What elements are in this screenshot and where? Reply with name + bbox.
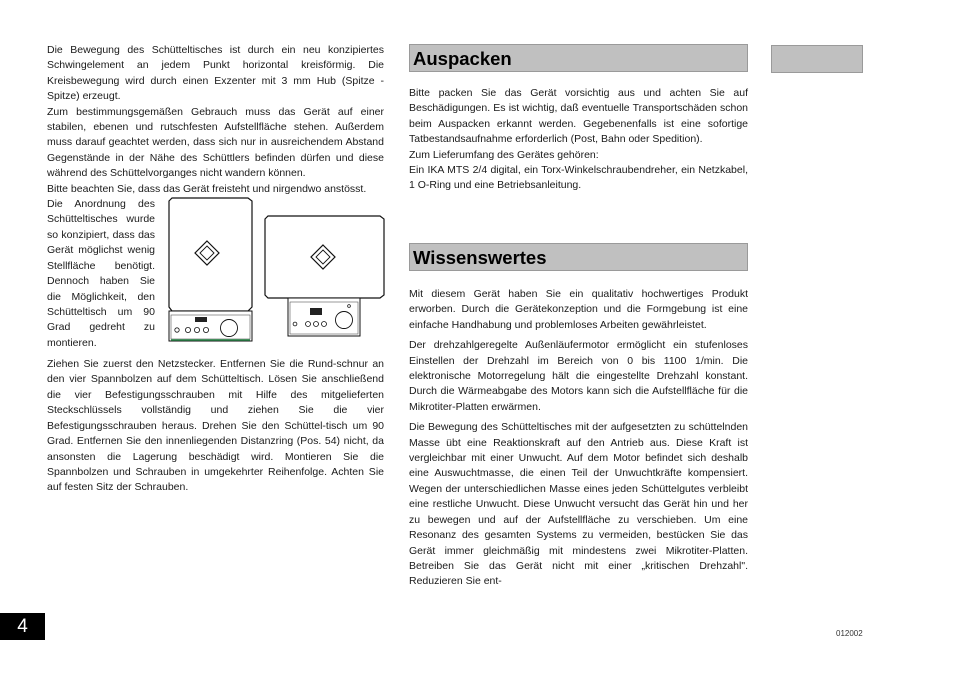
- paragraph-delivery-scope: Zum Lieferumfang des Gerätes gehören:: [409, 148, 599, 161]
- page-number: 4: [0, 613, 45, 640]
- paragraph-imbalance: Die Bewegung des Schütteltisches mit der aufgesetzten zu schüttelnden Masse übt eine Reaktionskraft auf den Antrieb aus. Diese Kraft ist vergleichbar mit einer Unwucht. Auf dem Motor befindet sich deshalb eine Auswuchtmasse, die einen Teil der Unwuchtkräfte kompensiert. Wegen der unterschiedlichen Masse eines jeden Schüttelgutes verbleibt eine restliche Unwucht. Diese Unwucht versucht das Gerät hin und her zu bewegen und auf der Aufstellfläche zu verschieben. Um eine Resonanz des gesamten Systems zu vermeiden, bestücken Sie das Gerät immer gleichmäßig mit mindestens zwei Mikrotiter-Platten. Betreiben Sie das Gerät nicht mit einer „kritischen Drehzahl". Reduzieren Sie ent-: [409, 421, 748, 588]
- footer-code: 012002: [836, 629, 863, 638]
- heading-auspacken: Auspacken: [409, 44, 748, 72]
- heading-wissenswertes: Wissenswertes: [409, 243, 748, 271]
- section-wissenswertes: [409, 243, 748, 590]
- paragraph-movement: Die Bewegung des Schütteltisches ist durch ein neu konzipiertes Schwingelement an jedem Punkt horizontal kreisförmig. Die Kreisbewegung wird durch einen Exzenter mit 3 mm Hub (Spitze - Spitze) erzeugt.: [47, 44, 384, 103]
- right-column-tab: [771, 45, 863, 73]
- paragraph-free-standing: Bitte beachten Sie, dass das Gerät freisteht und nirgendwo anstösst.: [47, 182, 367, 195]
- shaker-portrait-figure: [166, 197, 256, 349]
- paragraph-installation: Zum bestimmungsgemäßen Gebrauch muss das Gerät auf einer stabilen, ebenen und rutschfesten Aufstellfläche stehen. Außerdem muss darauf geachtet werden, dass sich nur in ausreichendem Abstand Gegenstände in der Nähe des Schüttlers befinden dürfen und diese während des Schüttelvorganges nicht wandern können.: [47, 105, 384, 180]
- wrap-text: [47, 197, 155, 351]
- paragraph-rotate-instructions: Ziehen Sie zuerst den Netzstecker. Entfernen Sie die Rund-schnur an den vier Spannbolzen auf dem Schütteltisch. Lösen Sie anschließend die vier Befestigungsschrauben mit Hilfe des mitgelieferten Steckschlüssels vollständig und ziehen Sie die vier Befestigungsschrauben heraus. Drehen Sie den Schüttel-tisch um 90 Grad. Entfernen Sie den innenliegenden Distanzring (Pos. 54) nicht, da ansonsten die Lagerung beschädigt wird. Montieren Sie die Spannbolzen und Schrauben in umgekehrter Reihenfolge. Achten Sie auf festen Sitz der Schrauben.: [47, 358, 384, 494]
- paragraph-unpack: Bitte packen Sie das Gerät vorsichtig aus und achten Sie auf Beschädigungen. Es ist wichtig, daß eventuelle Transportschäden schon beim Auspacken erkannt werden. Gegebenenfalls ist eine sofortige Tatbestandsaufnahme erforderlich (Post, Bahn oder Spedition).: [409, 87, 748, 146]
- paragraph-quality: Mit diesem Gerät haben Sie ein qualitativ hochwertiges Produkt erworben. Durch die Gerätekonzeption und die Formgebung ist eine einfache Handhabung und problemloses Arbeiten gewährleistet.: [409, 288, 748, 331]
- left-column: [47, 43, 384, 496]
- shaker-landscape-figure: [262, 215, 388, 345]
- paragraph-delivery-items: Ein IKA MTS 2/4 digital, ein Torx-Winkelschraubendreher, ein Netzkabel, 1 O-Ring und eine Betriebsanleitung.: [409, 164, 748, 192]
- section-auspacken: [409, 44, 748, 194]
- figure-area: [47, 197, 384, 357]
- paragraph-arrangement: Die Anordnung des Schütteltisches wurde so konzipiert, dass das Gerät möglichst wenig Stellfläche benötigt. Dennoch haben Sie die Möglichkeit, den Schütteltisch um 90 Grad gedreht zu montieren.: [47, 198, 155, 349]
- paragraph-motor: Der drehzahlgeregelte Außenläufermotor ermöglicht ein stufenloses Einstellen der Drehzahl im Bereich von 0 bis 1100 1/min. Die elektronische Motorregelung hält die eingestellte Drehzahl konstant. Durch die Wärmeabgabe des Motors kann sich die Aufstellfläche für die Mikrotiter-Platten erwärmen.: [409, 339, 748, 413]
